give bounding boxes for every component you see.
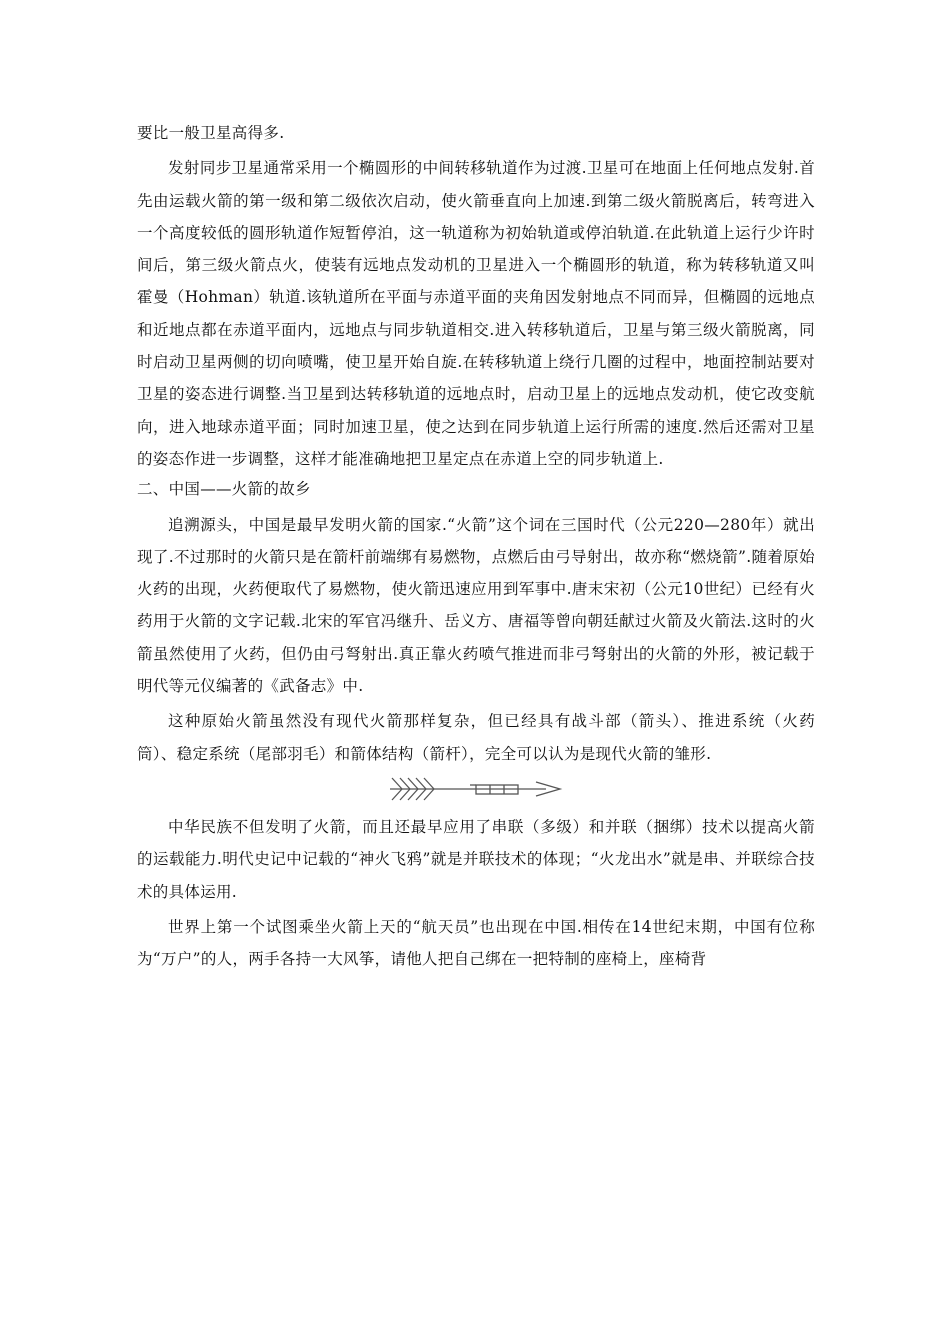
paragraph-3: 追溯源头，中国是最早发明火箭的国家.“火箭”这个词在三国时代（公元220—280年）就出现了.不过那时的火箭只是在箭杆前端绑有易燃物，点燃后由弓导射出，故亦称“燃烧箭”.随着原始火药的出现，火药便取代了易燃物，使火箭迅速应用到军事中.唐末宋初（公元10世纪）已经有火药用于火箭的文字记载.北宋的军官冯继升、岳义方、唐福等曾向朝廷献过火箭及火箭法.这时的火箭虽然使用了火药，但仍由弓弩射出.真正靠火药喷气推进而非弓弩射出的火箭的外形，被记载于明代等元仪编著的《武备志》中.	[137, 515, 815, 696]
section-heading: 二、中国——火箭的故乡	[137, 480, 311, 499]
arrow-figure	[137, 770, 815, 808]
document-body	[137, 117, 815, 975]
arrow-rocket-icon	[386, 774, 566, 804]
paragraph-1: 要比一般卫星高得多.	[137, 124, 285, 142]
paragraph-2: 发射同步卫星通常采用一个椭圆形的中间转移轨道作为过渡.卫星可在地面上任何地点发射.首先由运载火箭的第一级和第二级依次启动，使火箭垂直向上加速.到第二级火箭脱离后，转弯进入一个高度较低的圆形轨道作短暂停泊，这一轨道称为初始轨道或停泊轨道.在此轨道上运行少许时间后，第三级火箭点火，使装有远地点发动机的卫星进入一个椭圆形的轨道，称为转移轨道又叫霍曼（Hohman）轨道.该轨道所在平面与赤道平面的夹角因发射地点不同而异，但椭圆的远地点和近地点都在赤道平面内，远地点与同步轨道相交.进入转移轨道后，卫星与第三级火箭脱离，同时启动卫星两侧的切向喷嘴，使卫星开始自旋.在转移轨道上绕行几圈的过程中，地面控制站要对卫星的姿态进行调整.当卫星到达转移轨道的远地点时，启动卫星上的远地点发动机，使它改变航向，进入地球赤道平面；同时加速卫星，使之达到在同步轨道上运行所需的速度.然后还需对卫星的姿态作进一步调整，这样才能准确地把卫星定点在赤道上空的同步轨道上.	[137, 159, 815, 468]
paragraph-4: 这种原始火箭虽然没有现代火箭那样复杂，但已经具有战斗部（箭头）、推进系统（火药筒）、稳定系统（尾部羽毛）和箭体结构（箭杆），完全可以认为是现代火箭的雏形.	[137, 712, 815, 763]
paragraph-6: 世界上第一个试图乘坐火箭上天的“航天员”也出现在中国.相传在14世纪末期，中国有位称为“万户”的人，两手各持一大风筝，请他人把自己绑在一把特制的座椅上，座椅背	[137, 917, 815, 969]
paragraph-5: 中华民族不但发明了火箭，而且还最早应用了串联（多级）和并联（捆绑）技术以提高火箭的运载能力.明代史记中记载的“神火飞鸦”就是并联技术的体现；“火龙出水”就是串、并联综合技术的具体运用.	[137, 817, 815, 901]
